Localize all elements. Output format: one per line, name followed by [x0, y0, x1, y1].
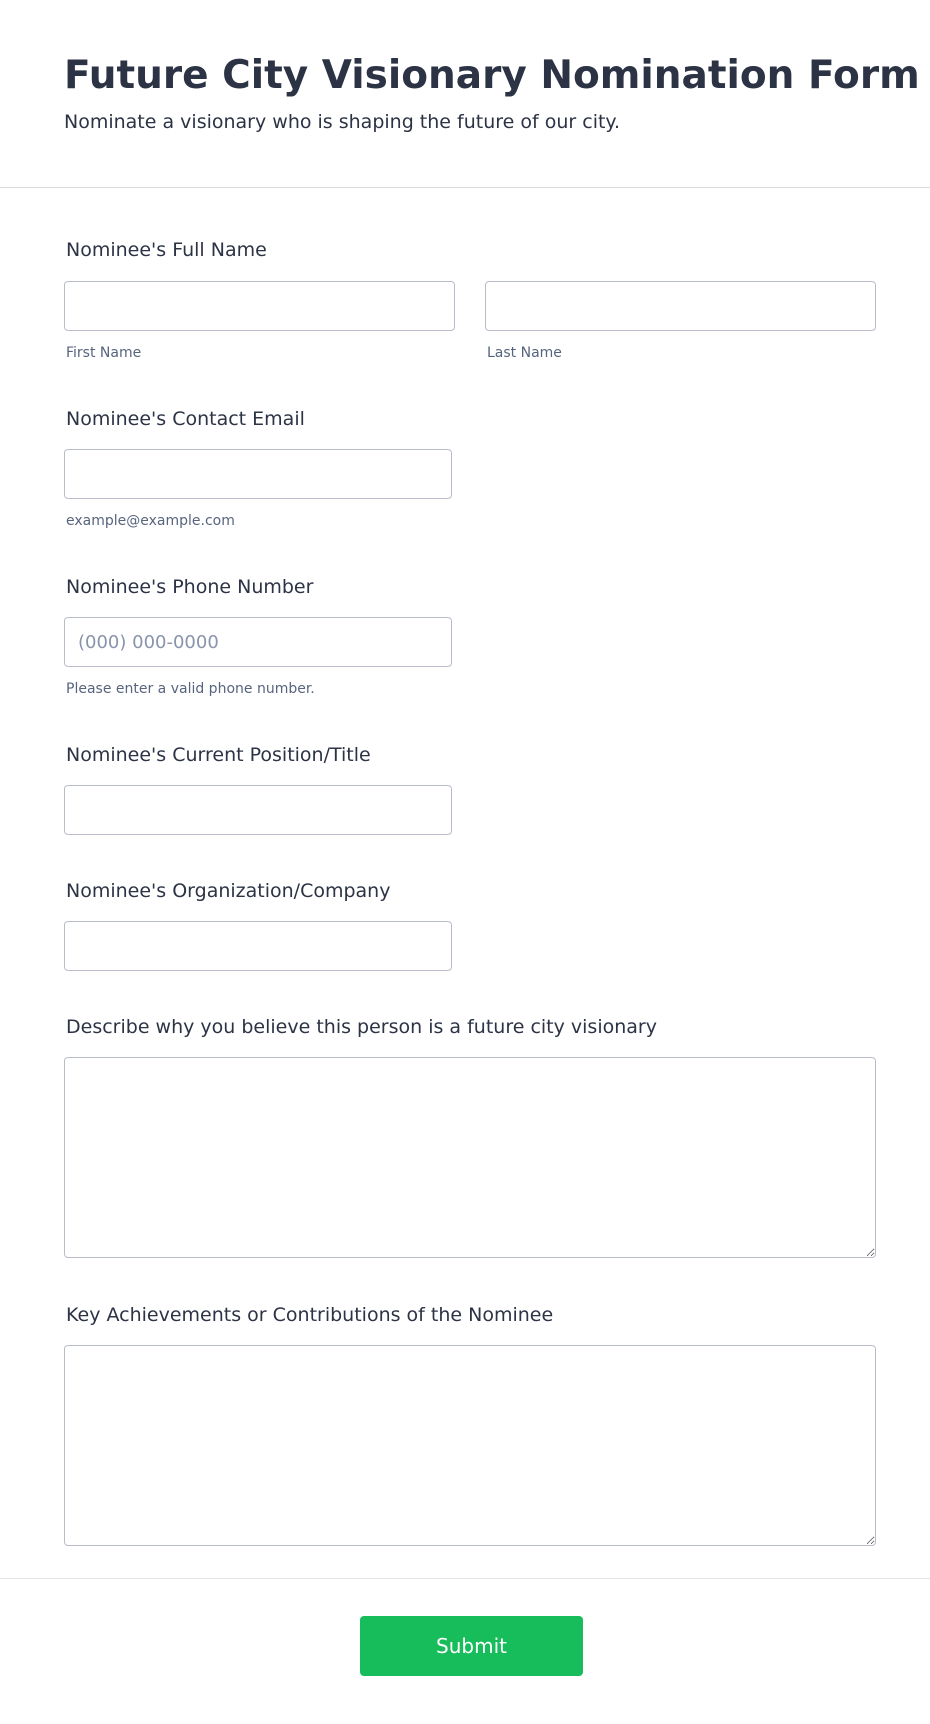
phone-sublabel: Please enter a valid phone number. [66, 681, 315, 697]
form-subtitle: Nominate a visionary who is shaping the future of our city. [64, 111, 620, 133]
achievements-label: Key Achievements or Contributions of the Nominee [66, 1304, 554, 1326]
first-name-sublabel: First Name [66, 345, 142, 361]
first-name-input[interactable] [64, 281, 455, 331]
email-input[interactable] [64, 449, 452, 499]
phone-input[interactable] [64, 617, 452, 667]
full-name-label: Nominee's Full Name [66, 239, 267, 261]
visionary-reason-label: Describe why you believe this person is a future city visionary [66, 1016, 657, 1038]
phone-label: Nominee's Phone Number [66, 576, 314, 598]
form-header [0, 0, 930, 188]
visionary-reason-textarea[interactable] [64, 1057, 876, 1258]
submit-button[interactable]: Submit [360, 1616, 583, 1676]
last-name-input[interactable] [485, 281, 876, 331]
position-input[interactable] [64, 785, 452, 835]
position-label: Nominee's Current Position/Title [66, 744, 371, 766]
organization-input[interactable] [64, 921, 452, 971]
email-sublabel: example@example.com [66, 513, 235, 529]
organization-label: Nominee's Organization/Company [66, 880, 391, 902]
form-title: Future City Visionary Nomination Form [64, 53, 920, 98]
footer-divider [0, 1578, 930, 1579]
last-name-sublabel: Last Name [487, 345, 562, 361]
email-label: Nominee's Contact Email [66, 408, 305, 430]
achievements-textarea[interactable] [64, 1345, 876, 1546]
